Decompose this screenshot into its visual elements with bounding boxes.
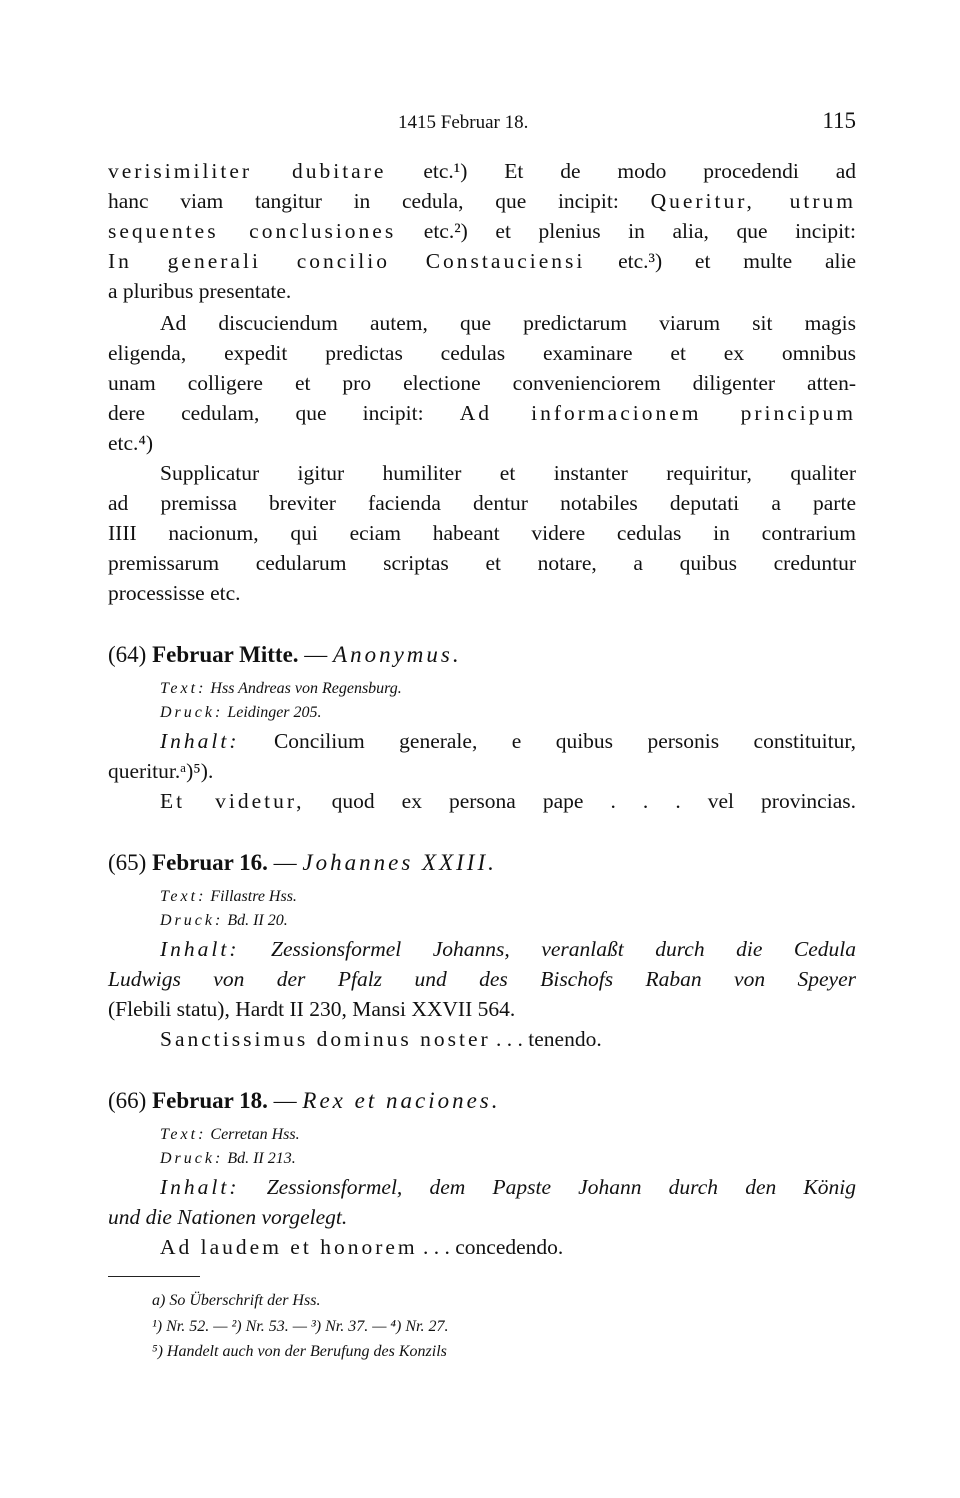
entry-druck: Druck: Bd. II 213. [160, 1150, 296, 1167]
body-line: verisimiliter dubitare etc.¹) Et de modo procedendi ad [108, 159, 856, 183]
entry-inhalt: Inhalt: Zessionsformel, dem Papste Johann durch den König [160, 1175, 856, 1199]
body-line: a pluribus presentate. [108, 279, 292, 303]
footnote: ¹) Nr. 52. — ²) Nr. 53. — ³) Nr. 37. — ⁴) Nr. 27. [152, 1318, 449, 1335]
entry-text-source: Text: Cerretan Hss. [160, 1126, 300, 1143]
footnote: a) So Überschrift der Hss. [152, 1292, 321, 1309]
body-line: unam colligere et pro electione convenienciorem diligenter atten- [108, 371, 856, 395]
body-line: Ad discuciendum autem, que predictarum viarum sit magis [160, 311, 856, 335]
entry-heading: (64) Februar Mitte. — Anonymus. [108, 642, 462, 667]
body-line: premissarum cedularum scriptas et notare, a quibus creduntur [108, 551, 856, 575]
body-line: processisse etc. [108, 581, 241, 605]
running-title: 1415 Februar 18. [398, 112, 529, 133]
footnote: ⁵) Handelt auch von der Berufung des Konzils [152, 1343, 447, 1360]
entry-druck: Druck: Bd. II 20. [160, 912, 288, 929]
entry-inhalt-cont: (Flebili statu), Hardt II 230, Mansi XXVII 564. [108, 997, 516, 1021]
entry-inhalt-cont: Ludwigs von der Pfalz und des Bischofs Raban von Speyer [108, 967, 856, 991]
entry-text-source: Text: Hss Andreas von Regensburg. [160, 680, 402, 697]
body-line: dere cedulam, que incipit: Ad informacionem principum [108, 401, 856, 425]
body-line: eligenda, expedit predictas cedulas examinare et ex omnibus [108, 341, 856, 365]
entry-heading: (65) Februar 16. — Johannes XXIII. [108, 850, 497, 875]
body-line: ad premissa breviter facienda dentur notabiles deputati a parte [108, 491, 856, 515]
entry-inhalt: Inhalt: Concilium generale, e quibus personis constituitur, [160, 729, 856, 753]
entry-inhalt-cont: queritur.ᵃ)⁵). [108, 759, 214, 783]
page-header [108, 108, 856, 140]
footnote-rule [108, 1276, 200, 1277]
body-line: hanc viam tangitur in cedula, que incipit: Queritur, utrum [108, 189, 856, 213]
entry-incipit: Ad laudem et honorem . . . concedendo. [160, 1235, 564, 1259]
entry-text-source: Text: Fillastre Hss. [160, 888, 297, 905]
body-line: Supplicatur igitur humiliter et instanter requiritur, qualiter [160, 461, 856, 485]
body-line: etc.⁴) [108, 431, 154, 455]
entry-incipit: Et videtur, quod ex persona pape . . . vel provincias. [160, 789, 856, 813]
body-line: In generali concilio Constauciensi etc.³) et multe alie [108, 249, 856, 273]
entry-inhalt: Inhalt: Zessionsformel Johanns, veranlaßt durch die Cedula [160, 937, 856, 961]
page-number: 115 [822, 108, 856, 133]
body-line: IIII nacionum, qui eciam habeant videre cedulas in contrarium [108, 521, 856, 545]
entry-inhalt-cont: und die Nationen vorgelegt. [108, 1205, 348, 1229]
entry-incipit: Sanctissimus dominus noster . . . tenendo. [160, 1027, 602, 1051]
entry-heading: (66) Februar 18. — Rex et naciones. [108, 1088, 501, 1113]
entry-druck: Druck: Leidinger 205. [160, 704, 322, 721]
body-line: sequentes conclusiones etc.²) et plenius in alia, que incipit: [108, 219, 856, 243]
